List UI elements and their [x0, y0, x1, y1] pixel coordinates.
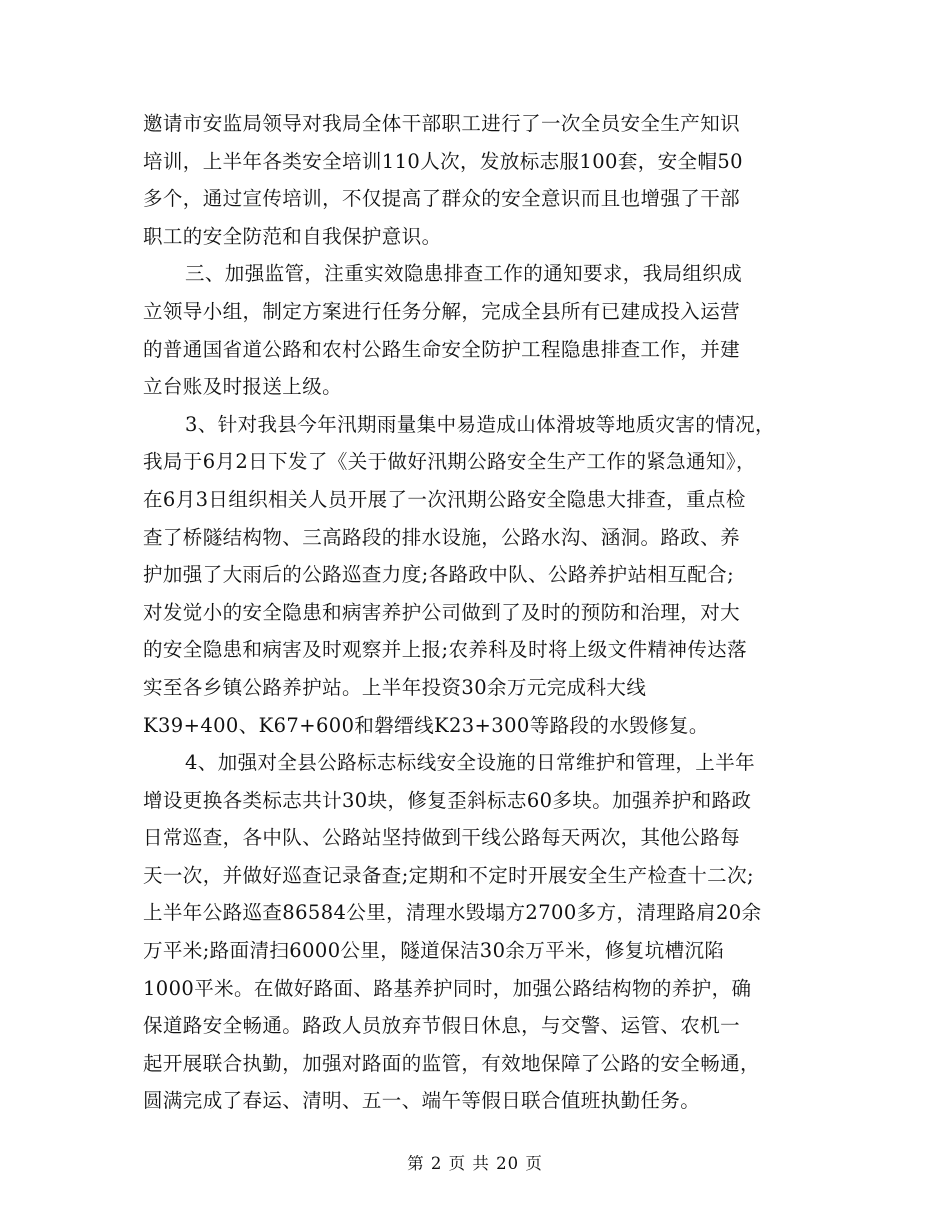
text-line: 在6月3日组织相关人员开展了一次汛期公路安全隐患大排查，重点检: [143, 487, 746, 511]
text-line: 天一次，并做好巡查记录备查;定期和不定时开展安全生产检查十二次;: [143, 863, 754, 887]
text-line: 3、针对我县今年汛期雨量集中易造成山体滑坡等地质灾害的情况，: [185, 412, 775, 436]
paragraph-section-three: [143, 255, 833, 405]
text-line: 4、加强对全县公路标志标线安全设施的日常维护和管理，上半年: [185, 751, 756, 775]
text-line: 查了桥隧结构物、三高路段的排水设施，公路水沟、涵洞。路政、养: [143, 525, 741, 549]
text-line: K39+400、K67+600和磐缙线K23+300等路段的水毁修复。: [143, 713, 709, 737]
text-line: 1000平米。在做好路面、路基养护同时，加强公路结构物的养护，确: [143, 976, 752, 1000]
text-line: 我局于6月2日下发了《关于做好汛期公路安全生产工作的紧急通知》，: [143, 450, 756, 474]
text-line: 多个，通过宣传培训，不仅提高了群众的安全意识而且也增强了干部: [143, 187, 741, 211]
paragraph-item-4-road-signs: [143, 744, 833, 1120]
text-line: 保道路安全畅通。路政人员放弃节假日休息，与交警、运管、农机一: [143, 1014, 741, 1038]
text-line: 立台账及时报送上级。: [143, 375, 343, 399]
paragraph-safety-training: [143, 105, 833, 255]
text-line: 三、加强监管，注重实效隐患排查工作的通知要求，我局组织成: [185, 262, 743, 286]
page-number-footer: 第 2 页 共 20 页: [407, 1154, 543, 1173]
paragraph-item-3-flood-season: [143, 406, 833, 744]
document-body: [143, 105, 833, 1120]
text-line: 日常巡查，各中队、公路站坚持做到干线公路每天两次，其他公路每: [143, 826, 741, 850]
text-line: 护加强了大雨后的公路巡查力度;各路政中队、公路养护站相互配合;: [143, 563, 735, 587]
text-line: 邀请市安监局领导对我局全体干部职工进行了一次全员安全生产知识: [143, 112, 741, 135]
text-line: 实至各乡镇公路养护站。上半年投资30余万元完成科大线: [143, 675, 647, 699]
text-line: 对发觉小的安全隐患和病害养护公司做到了及时的预防和治理，对大: [143, 600, 741, 624]
text-line: 的安全隐患和病害及时观察并上报;农养科及时将上级文件精神传达落: [143, 638, 747, 662]
text-line: 培训，上半年各类安全培训110人次，发放标志服100套，安全帽50: [143, 149, 743, 173]
text-line: 的普通国省道公路和农村公路生命安全防护工程隐患排查工作，并建: [143, 337, 741, 361]
text-line: 万平米;路面清扫6000公里，隧道保洁30余万平米，修复坑槽沉陷: [143, 939, 725, 963]
text-line: 增设更换各类标志共计30块，修复歪斜标志60多块。加强养护和路政: [143, 788, 752, 812]
text-line: 职工的安全防范和自我保护意识。: [143, 224, 442, 248]
text-line: 圆满完成了春运、清明、五一、端午等假日联合值班执勤任务。: [143, 1089, 701, 1113]
text-line: 上半年公路巡查86584公里，清理水毁塌方2700多方，清理路肩20余: [143, 901, 762, 925]
text-line: 起开展联合执勤，加强对路面的监管，有效地保障了公路的安全畅通，: [143, 1051, 760, 1075]
text-line: 立领导小组，制定方案进行任务分解，完成全县所有已建成投入运营: [143, 299, 741, 323]
